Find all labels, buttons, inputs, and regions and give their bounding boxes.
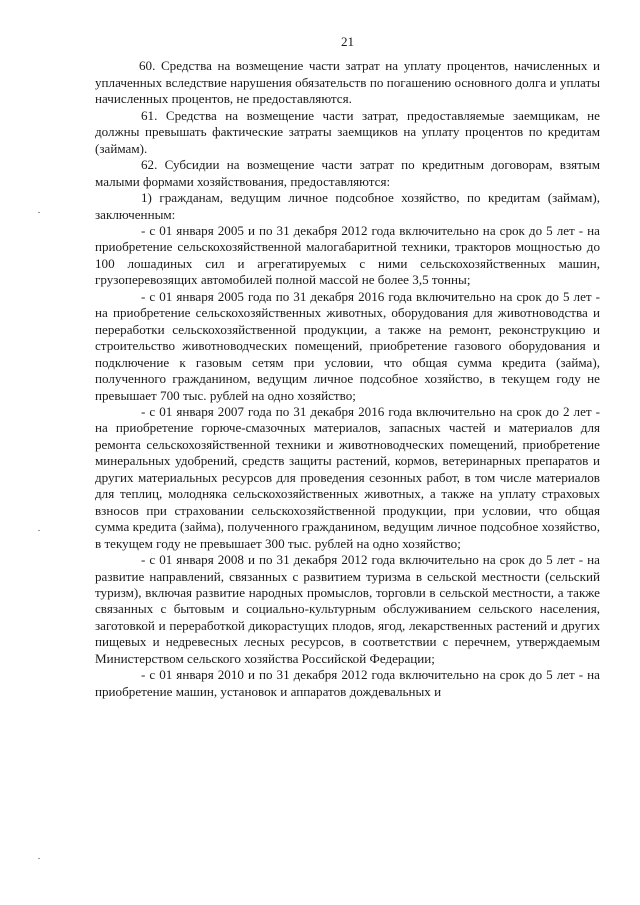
list-item-irrigation: - с 01 января 2010 и по 31 декабря 2012 года включительно на срок до 5 лет - на приобретение машин, установок и аппаратов дождевальных и	[95, 667, 600, 699]
paragraph-62: 62. Субсидии на возмещение части затрат по кредитным договорам, взятым малыми формами хозяйствования, предоставляются:	[95, 157, 600, 189]
page-number: 21	[340, 34, 355, 49]
list-item-livestock: - с 01 января 2005 года по 31 декабря 2016 года включительно на срок до 5 лет - на приобретение сельскохозяйственных животных, оборудования для животноводства и переработки сельскохозяйственной продукции, а также на ремонт, реконструкцию и строительство животноводческих помещений, приобретение газового оборудования и подключение к газовым сетям при условии, что общая сумма кредита (займа), полученного гражданином, ведущим личное подсобное хозяйство, в текущем году не превышает 700 тыс. рублей на одно хозяйство;	[95, 288, 600, 403]
scan-mark-3	[38, 858, 40, 859]
list-item-rural-tourism: - с 01 января 2008 и по 31 декабря 2012 года включительно на срок до 5 лет - на развитие направлений, связанных с развитием туризма в сельской местности (сельский туризм), включая развитие народных промыслов, торговли в сельской местности, а также связанных с бытовым и социально-культурным обслуживанием сельского населения, заготовкой и переработкой дикорастущих плодов, ягод, лекарственных растений и других пищевых и недревесных лесных ресурсов, в соответствии с перечнем, утверждаемым Министерством сельского хозяйства Российской Федерации;	[95, 552, 600, 666]
paragraph-62-item-1: 1) гражданам, ведущим личное подсобное хозяйство, по кредитам (займам), заключенным:	[95, 190, 600, 222]
list-item-seasonal-works: - с 01 января 2007 года по 31 декабря 2016 года включительно на срок до 2 лет - на приобретение горюче-смазочных материалов, запасных частей и материалов для ремонта сельскохозяйственной техники и животноводческих помещений, приобретение минеральных удобрений, средств защиты растений, кормов, ветеринарных препаратов и других материальных ресурсов для проведения сезонных работ, в том числе материалов для теплиц, молодняка сельскохозяйственных животных, а также на уплату страховых взносов при страховании сельскохозяйственной продукции, при условии, что общая сумма кредита (займа), полученного гражданином, ведущим личное подсобное хозяйство, в текущем году не превышает 300 тыс. рублей на одно хозяйство;	[95, 403, 600, 551]
scan-mark-1	[38, 212, 40, 213]
scan-mark-2	[38, 530, 40, 531]
document-page	[95, 34, 600, 700]
paragraph-60: 60. Средства на возмещение части затрат на уплату процентов, начисленных и уплаченных вследствие нарушения обязательств по погашению основного долга и уплаты начисленных процентов, не предоставляются.	[95, 58, 600, 107]
list-item-machinery: - с 01 января 2005 и по 31 декабря 2012 года включительно на срок до 5 лет - на приобретение сельскохозяйственной малогабаритной техники, тракторов мощностью до 100 лошадиных сил и агрегатируемых с ними сельскохозяйственных машин, грузоперевозящих автомобилей полной массой не более 3,5 тонны;	[95, 222, 600, 288]
paragraph-61: 61. Средства на возмещение части затрат, предоставляемые заемщикам, не должны превышать фактические затраты заемщиков на уплату процентов по кредитам (займам).	[95, 107, 600, 156]
